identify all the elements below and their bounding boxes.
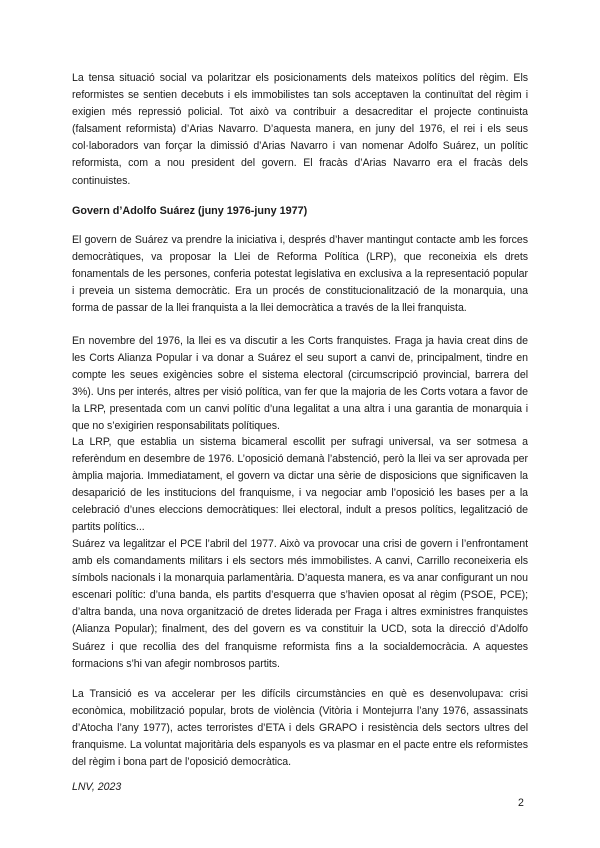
paragraph-pce-legalization: Suárez va legalitzar el PCE l’abril del 1977. Això va provocar una crisi de govern i l’enfrontament amb els comandaments militars i els sectors més immobilistes. A canvi, Carrillo reconeixeria els símbols nacionals i la monarquia parlamentària. D’aquesta manera, es va anar configurant un nou escenari polític: d’una banda, els partits d’esquerra que s’havien oposat al règim (PSOE, PCE); d’altra banda, una nova organització de dretes liderada per Fraga i altres exministres franquistes (Alianza Popular); finalment, des del govern es va constituir la UCD, sota la direcció d’Adolfo Suárez i que recollia des del franquisme reformista fins a la socialdemocràcia. A aquestes formacions s’hi van afegir nombrosos partits.: [72, 538, 528, 670]
section-heading: Govern d’Adolfo Suárez (juny 1976-juny 1977): [72, 205, 308, 217]
paragraph-lrp-referendum: La LRP, que establia un sistema bicameral escollit per sufragi universal, va ser sotmesa a referèndum en desembre de 1976. L’oposició demanà l’abstenció, però la llei va ser aprovada per àmplia majoria. Immediatament, el govern va dictar una sèrie de disposicions que significaven la desaparició de les institucions del franquisme, i va negociar amb l’oposició les bases per a la celebració d’unes eleccions democràtiques: llei electoral, indult a presos polítics, legalització de partits polítics...: [72, 436, 528, 534]
paragraph-transicio: La Transició es va accelerar per les difícils circumstàncies en què es desenvolupava: crisi econòmica, mobilització popular, brots de violència (Vitòria i Montejurra l’any 1976, assassinats d’Atocha l’any 1977), actes terroristes d’ETA i dels GRAPO i resistència dels sectors ultres del franquisme. La voluntat majoritària dels espanyols es va plasmar en el pacte entre els reformistes del règim i bona part de l’oposició democràtica.: [72, 688, 528, 769]
paragraph-suarez-government: El govern de Suárez va prendre la iniciativa i, després d’haver mantingut contacte amb les forces democràtiques, va proposar la Llei de Reforma Política (LRP), que reconeixia els drets fonamentals de les persones, conferia potestat legislativa en exclusiva a la representació popular i preveia un sistema democràtic. Era un procés de constitucionalització de la monarquia, una forma de passar de la llei franquista a la llei democràtica a través de la llei franquista.: [72, 234, 528, 315]
paragraph-corts-franquistes: En novembre del 1976, la llei es va discutir a les Corts franquistes. Fraga ja havia creat dins de les Corts Alianza Popular i va donar a Suárez el seu suport a canvi de, principalment, tindre en compte les seues exigències sobre el sistema electoral (circumscripció provincial, barrera del 3%). Uns per interés, altres per visió política, van fer que la majoria de les Corts votara a favor de la LRP, presentada com un canvi polític d’una legalitat a una altra i una garantia de monarquia i que no s’exigirien responsabilitats polítiques.: [72, 335, 528, 433]
page-number: 2: [518, 797, 524, 809]
footer-author: LNV, 2023: [72, 781, 122, 793]
paragraph-arias-navarro: La tensa situació social va polaritzar els posicionaments dels mateixos polítics del règim. Els reformistes se sentien decebuts i els immobilistes tan sols acceptaven la continuïtat del règim i exigien més repressió policial. Tot això va contribuir a desacreditar el projecte continuista (falsament reformista) d’Arias Navarro. D’aquesta manera, en juny del 1976, el rei i els seus col·laboradors van forçar la dimissió d’Arias Navarro i van nomenar Adolfo Suárez, un polític reformista, com a nou president del govern. El fracàs d’Arias Navarro era el fracàs dels continuistes.: [72, 72, 528, 187]
